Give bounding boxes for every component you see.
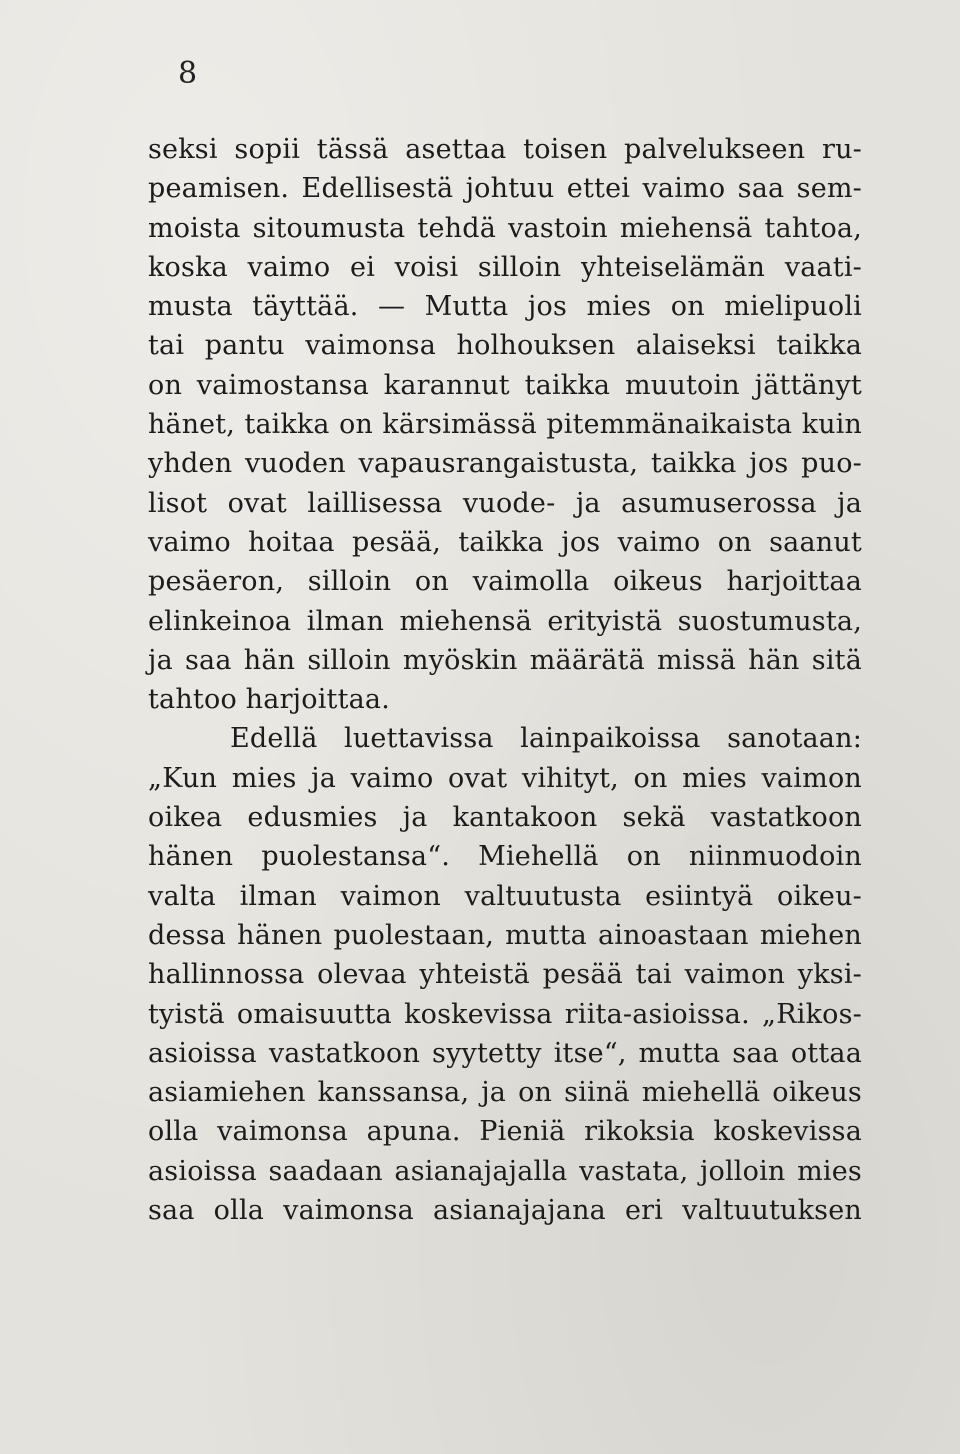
text-line: ja saa hän silloin myöskin määrätä missä hän sitä	[148, 644, 862, 676]
text-line: pesäeron, silloin on vaimolla oikeus harjoittaa	[148, 566, 862, 598]
text-line: yhden vuoden vapausrangaistusta, taikka jos puo-	[148, 448, 862, 480]
paragraph-start-line: Edellä luettavissa lainpaikoissa sanotaan:	[230, 723, 862, 755]
text-line: asioissa vastatkoon syytetty itse“, mutta saa ottaa	[148, 1037, 862, 1069]
page-number: 8	[178, 56, 198, 91]
text-line: valta ilman vaimon valtuutusta esiintyä oikeu-	[148, 880, 862, 912]
text-line: „Kun mies ja vaimo ovat vihityt, on mies vaimon	[148, 762, 862, 794]
text-line: elinkeinoa ilman miehensä erityistä suostumusta,	[148, 605, 862, 637]
text-line: lisot ovat laillisessa vuode- ja asumuserossa ja	[148, 487, 862, 519]
text-line: hänen puolestansa“. Miehellä on niinmuodoin	[148, 841, 862, 873]
text-line: vaimo hoitaa pesää, taikka jos vaimo on saanut	[148, 526, 862, 558]
text-line: hänet, taikka on kärsimässä pitemmänaikaista kuin	[148, 409, 862, 441]
text-line: seksi sopii tässä asettaa toisen palvelukseen ru-	[148, 134, 862, 165]
text-line: oikea edusmies ja kantakoon sekä vastatkoon	[148, 802, 862, 834]
body-text	[148, 130, 862, 1230]
text-line: asioissa saadaan asianajajalla vastata, jolloin mies	[148, 1155, 862, 1187]
text-line: olla vaimonsa apuna. Pieniä rikoksia koskevissa	[148, 1116, 862, 1148]
text-line: moista sitoumusta tehdä vastoin miehensä tahtoa,	[148, 212, 862, 244]
text-line: peamisen. Edellisestä johtuu ettei vaimo saa sem-	[148, 173, 862, 205]
text-line: asiamiehen kanssansa, ja on siinä miehellä oikeus	[148, 1077, 862, 1109]
text-line: on vaimostansa karannut taikka muutoin jättänyt	[148, 369, 862, 401]
text-line: saa olla vaimonsa asianajajana eri valtuutuksen	[148, 1195, 862, 1227]
text-line: dessa hänen puolestaan, mutta ainoastaan miehen	[148, 919, 862, 951]
text-line: musta täyttää. — Mutta jos mies on mielipuoli	[148, 291, 862, 323]
text-line: hallinnossa olevaa yhteistä pesää tai vaimon yksi-	[148, 959, 862, 991]
text-line: tai pantu vaimonsa holhouksen alaiseksi taikka	[148, 330, 862, 362]
text-line: tyistä omaisuutta koskevissa riita-asioissa. „Rikos-	[148, 998, 862, 1030]
paragraph-end-line: tahtoo harjoittaa.	[148, 684, 391, 716]
text-line: koska vaimo ei voisi silloin yhteiselämän vaati-	[148, 251, 862, 283]
